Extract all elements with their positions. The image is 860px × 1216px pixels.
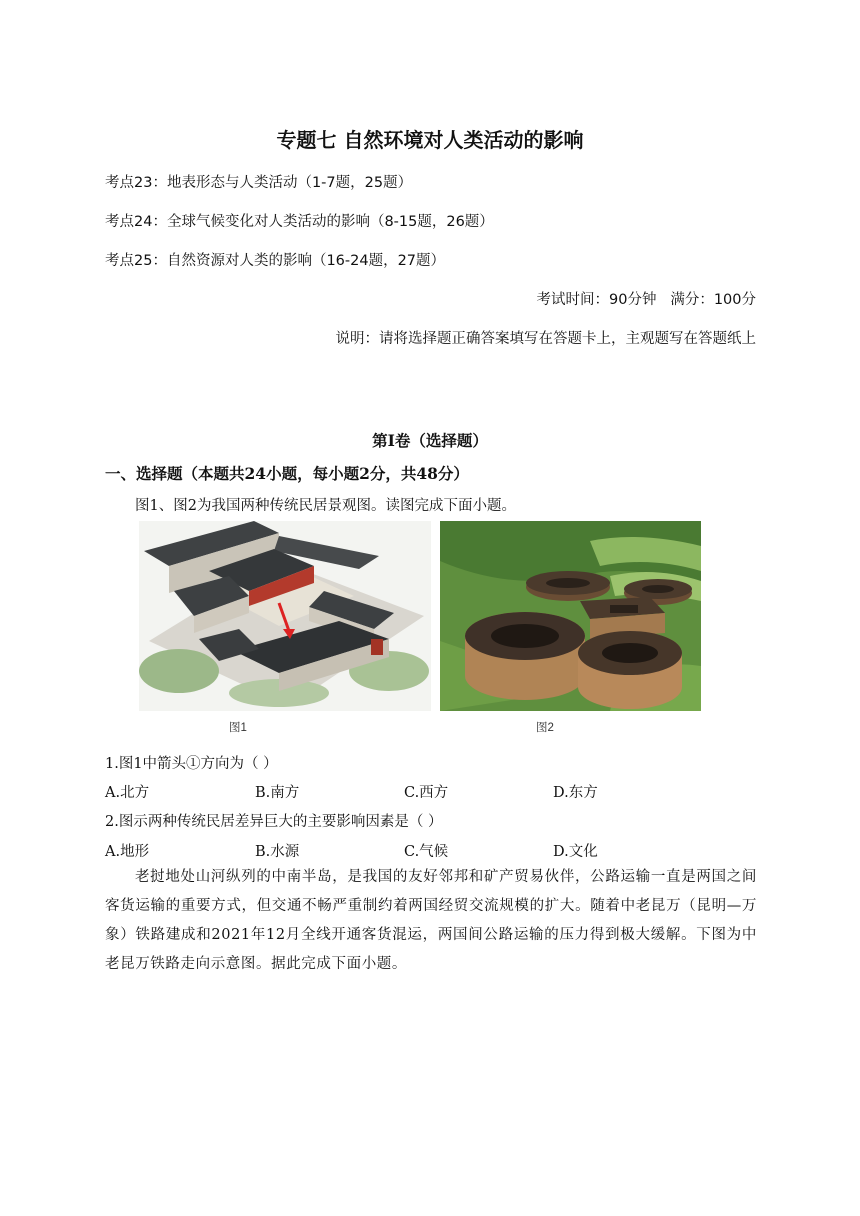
kaodian-24: 考点24：全球气候变化对人类活动的影响（8-15题，26题） <box>105 214 494 230</box>
tulou-illustration <box>440 521 701 711</box>
page-title: 专题七 自然环境对人类活动的影响 <box>276 128 584 152</box>
figure-1-siheyuan <box>139 521 431 711</box>
question-2-stem: 2.图示两种传统民居差异巨大的主要影响因素是（ ） <box>105 814 443 830</box>
question-2-option-c[interactable]: C.气候 <box>404 844 449 860</box>
question-1-stem: 1.图1中箭头①方向为（ ） <box>105 756 278 772</box>
question-2-option-d[interactable]: D.文化 <box>553 844 598 860</box>
figure-2-caption: 图2 <box>536 722 554 734</box>
question-1-option-c[interactable]: C.西方 <box>404 785 449 801</box>
question-1-option-b[interactable]: B.南方 <box>255 785 300 801</box>
figure-1-caption: 图1 <box>229 722 247 734</box>
question-2-option-a[interactable]: A.地形 <box>105 844 150 860</box>
siheyuan-illustration <box>139 521 431 711</box>
kaodian-23: 考点23：地表形态与人类活动（1-7题，25题） <box>105 175 413 191</box>
figure-2-tulou <box>440 521 701 711</box>
volume-title: 第Ⅰ卷（选择题） <box>372 431 488 450</box>
intro-text: 图1、图2为我国两种传统民居景观图。读图完成下面小题。 <box>135 498 516 514</box>
exam-info: 考试时间：90分钟 满分：100分 <box>536 292 756 308</box>
part-title: 一、选择题（本题共24小题，每小题2分，共48分） <box>105 464 469 483</box>
question-1-option-a[interactable]: A.北方 <box>105 785 150 801</box>
question-2-option-b[interactable]: B.水源 <box>255 844 300 860</box>
passage-text: 老挝地处山河纵列的中南半岛，是我国的友好邻邦和矿产贸易伙伴，公路运输一直是两国之间客货运输的重要方式，但交通不畅严重制约着两国经贸交流规模的扩大。随着中老昆万（昆明—万象）铁路建成和2021年12月全线开通客货混运，两国间公路运输的压力得到极大缓解。下图为中老昆万铁路走向示意图。据此完成下面小题。 <box>105 869 757 972</box>
question-1-option-d[interactable]: D.东方 <box>553 785 598 801</box>
kaodian-25: 考点25：自然资源对人类的影响（16-24题，27题） <box>105 253 446 269</box>
answer-note: 说明：请将选择题正确答案填写在答题卡上，主观题写在答题纸上 <box>335 331 756 347</box>
